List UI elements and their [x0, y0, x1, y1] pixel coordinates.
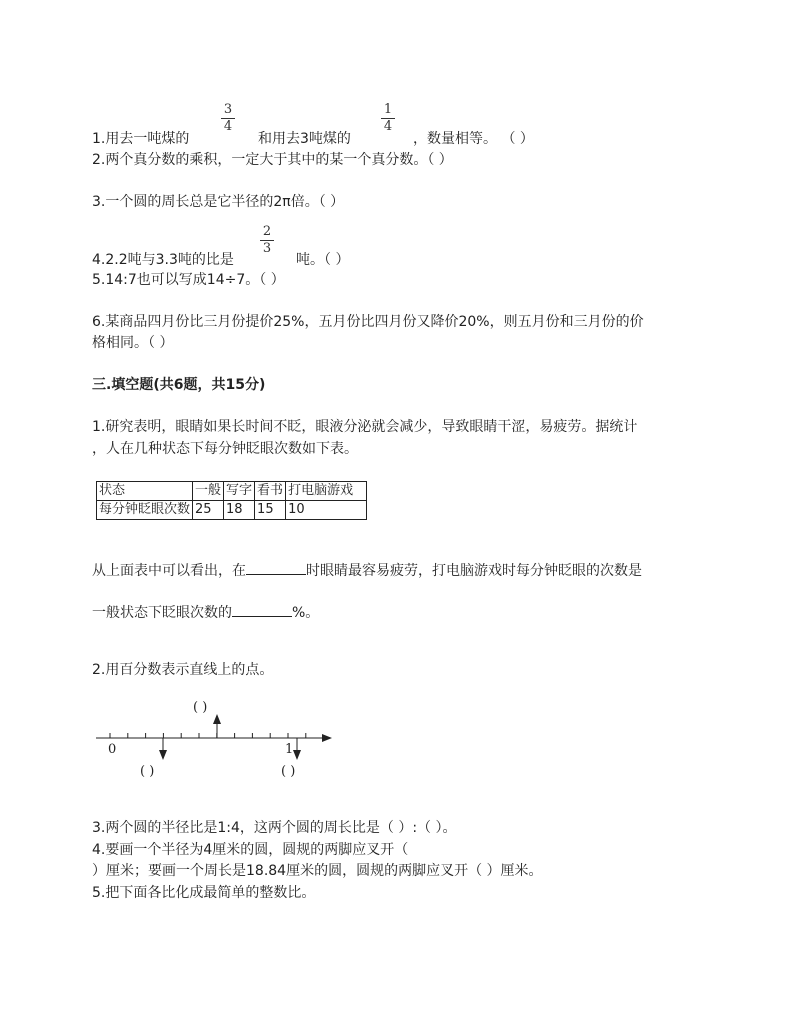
fill-q1-line3-a: 从上面表中可以看出，在 [92, 563, 246, 579]
down-arrow-left-head [159, 750, 167, 760]
judge-q6-line2: 格相同。（ ） [92, 335, 174, 351]
fraction-denominator: 3 [262, 241, 272, 256]
fill-q4-line1: 4.要画一个半径为4厘米的圆，圆规的两脚应叉开（ [92, 842, 409, 858]
table-cell: 10 [286, 501, 367, 520]
judge-q5: 5.14:7也可以写成14÷7。（ ） [92, 272, 285, 288]
table-header-cell: 状态 [97, 482, 193, 501]
table-cell: 每分钟眨眼次数 [97, 501, 193, 520]
table-header-cell: 打电脑游戏 [286, 482, 367, 501]
judge-q3: 3.一个圆的周长总是它半径的2π倍。（ ） [92, 194, 345, 210]
number-line-label-zero: 0 [108, 742, 117, 757]
table-cell: 15 [255, 501, 286, 520]
fraction-numerator: 2 [262, 224, 272, 239]
fill-q2: 2.用百分数表示直线上的点。 [92, 662, 274, 678]
fill-q1-line1: 1.研究表明，眼睛如果长时间不眨，眼液分泌就会减少，导致眼睛干涩，易疲劳。据统计 [92, 419, 638, 435]
fraction-denominator: 4 [223, 119, 233, 134]
judge-q1-part3: ，数量相等。 （ ） [413, 131, 534, 147]
number-line-ticks [110, 733, 306, 738]
down-arrow-right-head [293, 750, 301, 760]
fill-q1-line4-b: %。 [292, 605, 320, 621]
answer-paren-right[interactable]: ( ) [281, 764, 296, 779]
table-cell: 18 [224, 501, 255, 520]
number-line-arrowhead [322, 734, 332, 742]
fill-q3: 3.两个圆的半径比是1:4，这两个圆的周长比是（ ）:（ ）。 [92, 820, 457, 836]
answer-paren-top[interactable]: ( ) [193, 700, 208, 715]
answer-paren-left[interactable]: ( ) [140, 764, 155, 779]
table-header-cell: 一般 [193, 482, 224, 501]
up-arrow-head [213, 714, 221, 724]
table-cell: 25 [193, 501, 224, 520]
judge-q1-part2: 和用去3吨煤的 [258, 131, 351, 147]
fill-q1-line2: ，人在几种状态下每分钟眨眼次数如下表。 [92, 441, 358, 457]
judge-q4-part1: 4.2.2吨与3.3吨的比是 [92, 252, 234, 268]
fill-q1-line4-a: 一般状态下眨眼次数的 [92, 605, 232, 621]
number-line-label-one: 1 [285, 742, 294, 757]
judge-q6-line1: 6.某商品四月份比三月份提价25%，五月份比四月份又降价20%，则五月份和三月份的价 [92, 314, 644, 330]
judge-q2: 2.两个真分数的乘积，一定大于其中的某一个真分数。（ ） [92, 152, 453, 168]
judge-q1-part1: 1.用去一吨煤的 [92, 131, 190, 147]
fraction-numerator: 1 [383, 102, 393, 117]
section-title: 三.填空题(共6题，共15分) [92, 377, 266, 393]
fill-q5: 5.把下面各比化成最简单的整数比。 [92, 885, 316, 901]
table-header-cell: 写字 [224, 482, 255, 501]
fill-q4-line2: ）厘米；要画一个周长是18.84厘米的圆，圆规的两脚应叉开（ ）厘米。 [92, 863, 543, 879]
fraction-numerator: 3 [223, 102, 233, 117]
fraction-denominator: 4 [383, 119, 393, 134]
fill-q1-line3-b: 时眼睛最容易疲劳，打电脑游戏时每分钟眨眼的次数是 [306, 563, 642, 579]
table-header-cell: 看书 [255, 482, 286, 501]
judge-q4-part2: 吨。（ ） [296, 252, 350, 268]
